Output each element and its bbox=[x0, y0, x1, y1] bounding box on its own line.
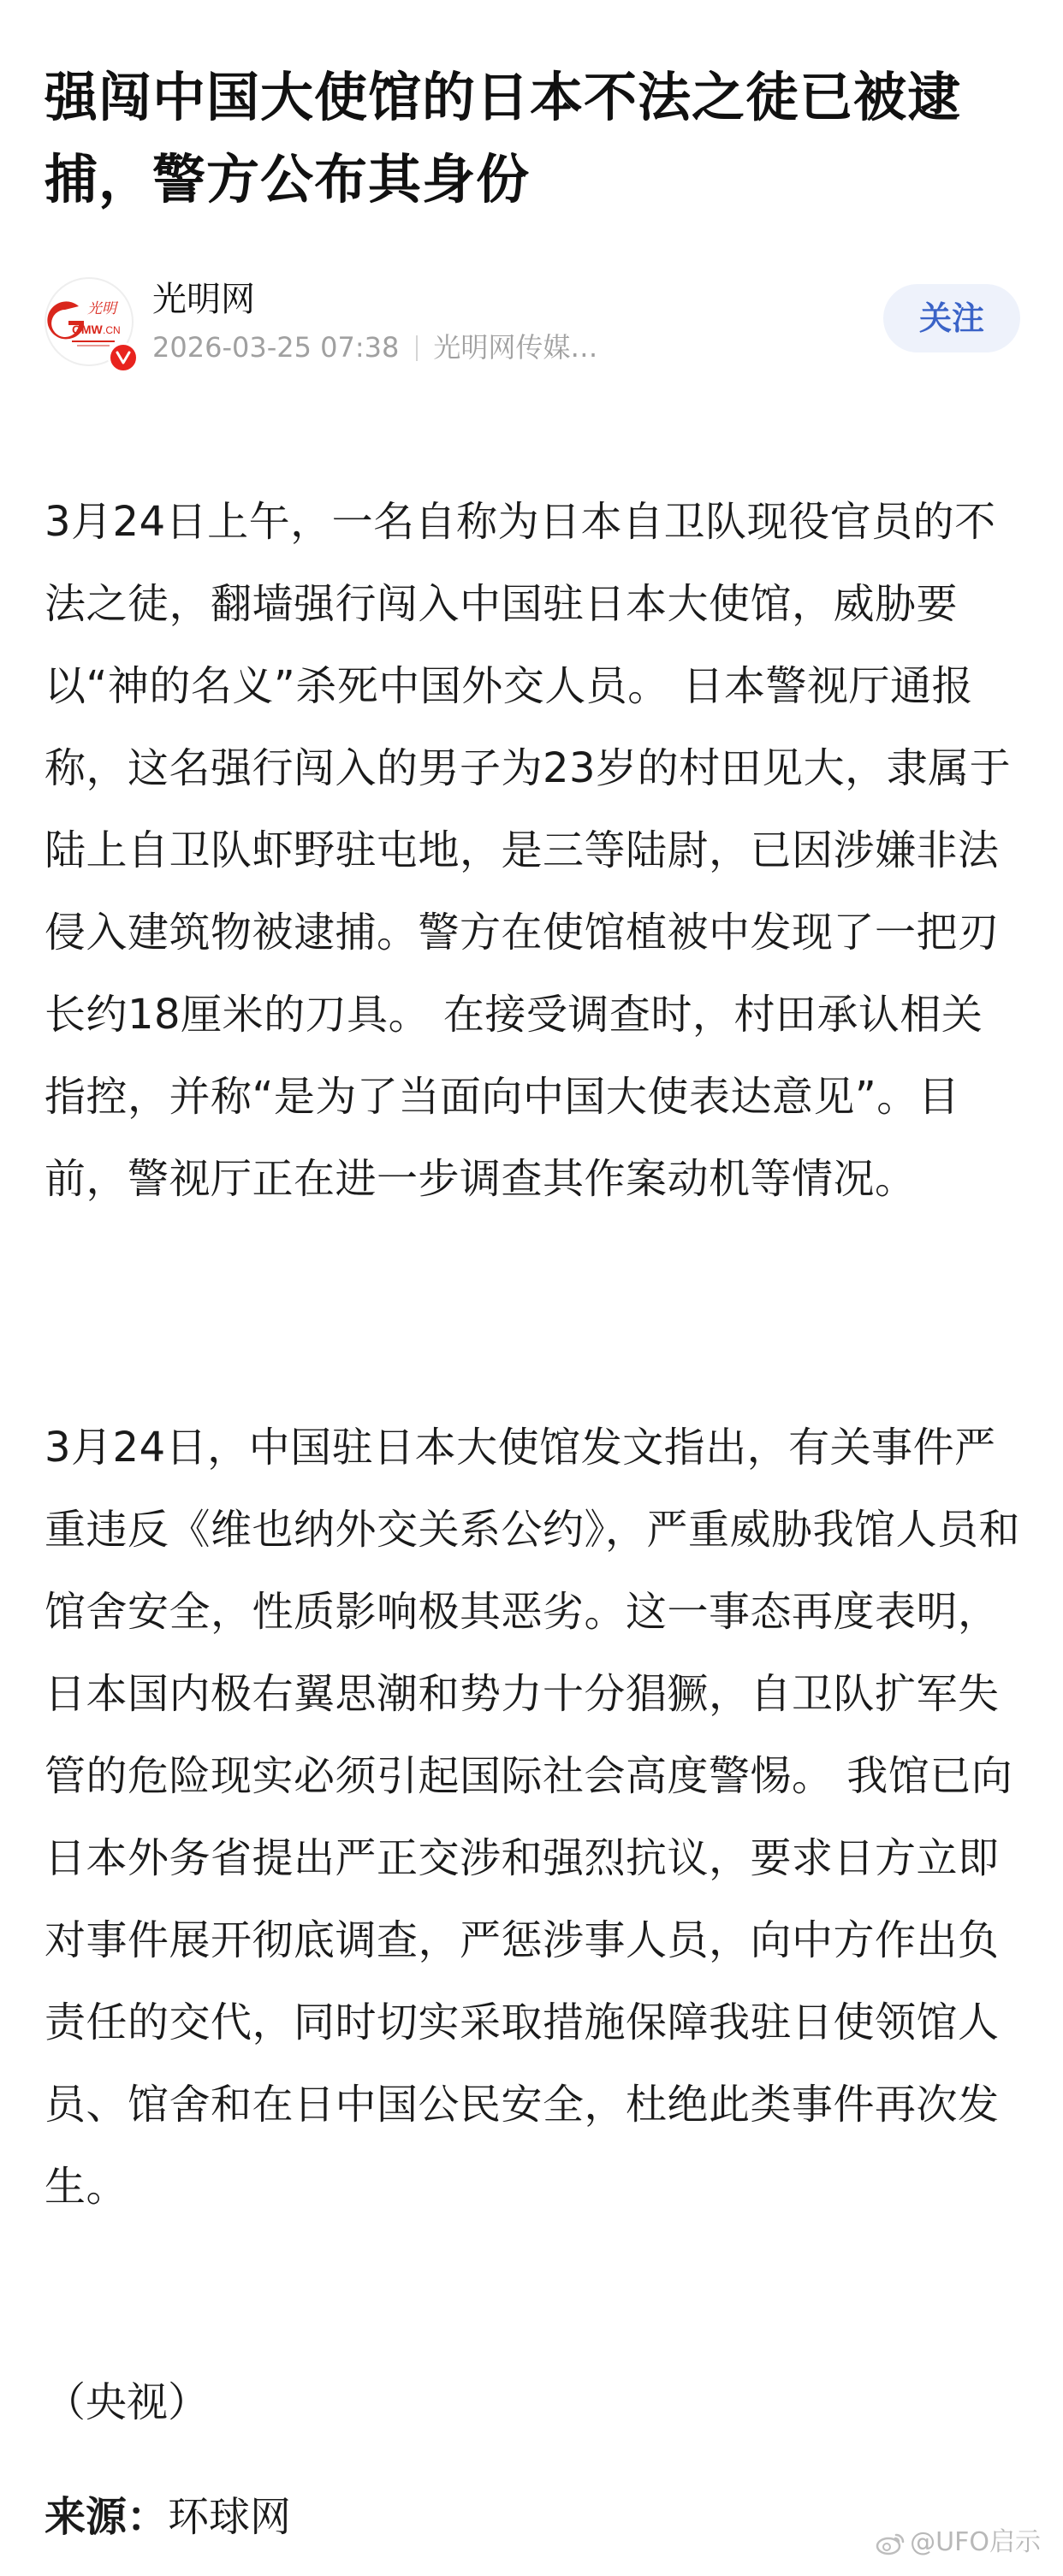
publisher-org: 光明网传媒… bbox=[433, 331, 598, 364]
publish-meta bbox=[152, 329, 597, 366]
weibo-icon bbox=[876, 2529, 905, 2567]
follow-button[interactable]: 关注 bbox=[883, 284, 1020, 352]
watermark bbox=[876, 2524, 1041, 2567]
article-paragraph-1: 3月24日上午，一名自称为日本自卫队现役官员的不法之徒，翻墙强行闯入中国驻日本大使馆，威胁要以“神的名义”杀死中国外交人员。 日本警视厅通报称，这名强行闯入的男子为23岁的村田见大，隶属于陆上自卫队虾野驻屯地，是三等陆尉，已因涉嫌非法侵入建筑物被逮捕。警方在使馆植被中发现了一把刃长约18厘米的刀具。 在接受调查时，村田承认相关指控，并称“是为了当面向中国大使表达意见”。目前，警视厅正在进一步调查其作案动机等情况。 bbox=[45, 498, 1012, 1203]
author-avatar[interactable] bbox=[45, 277, 134, 366]
meta-divider bbox=[416, 335, 418, 361]
svg-text:.CN: .CN bbox=[103, 324, 121, 336]
author-name[interactable]: 光明网 bbox=[152, 280, 255, 319]
source-label: 来源： bbox=[45, 2493, 169, 2541]
source-line bbox=[45, 2476, 291, 2558]
article-paragraph-2: 3月24日，中国驻日本大使馆发文指出，有关事件严重违反《维也纳外交关系公约》，严重威胁我馆人员和馆舍安全，性质影响极其恶劣。这一事态再度表明，日本国内极右翼思潮和势力十分猖獗，自卫队扩军失管的危险现实必须引起国际社会高度警惕。 我馆已向日本外务省提出严正交涉和强烈抗议，要求日方立即对事件展开彻底调查，严惩涉事人员，向中方作出负责任的交代，同时切实采取措施保障我驻日使领馆人员、馆舍和在日中国公民安全，杜绝此类事件再次发生。 bbox=[45, 1424, 1021, 2211]
svg-text:GMW: GMW bbox=[72, 323, 103, 336]
watermark-text: @UFO启示 bbox=[910, 2527, 1041, 2557]
verified-badge-icon bbox=[108, 342, 139, 373]
publish-date: 2026-03-25 07:38 bbox=[152, 331, 400, 364]
author-header bbox=[45, 272, 1020, 375]
media-credit: （央视） bbox=[45, 2378, 210, 2426]
source-value: 环球网 bbox=[168, 2493, 292, 2541]
article-title: 强闯中国大使馆的日本不法之徒已被逮捕，警方公布其身份 bbox=[45, 66, 962, 210]
svg-text:光明: 光明 bbox=[87, 300, 116, 317]
